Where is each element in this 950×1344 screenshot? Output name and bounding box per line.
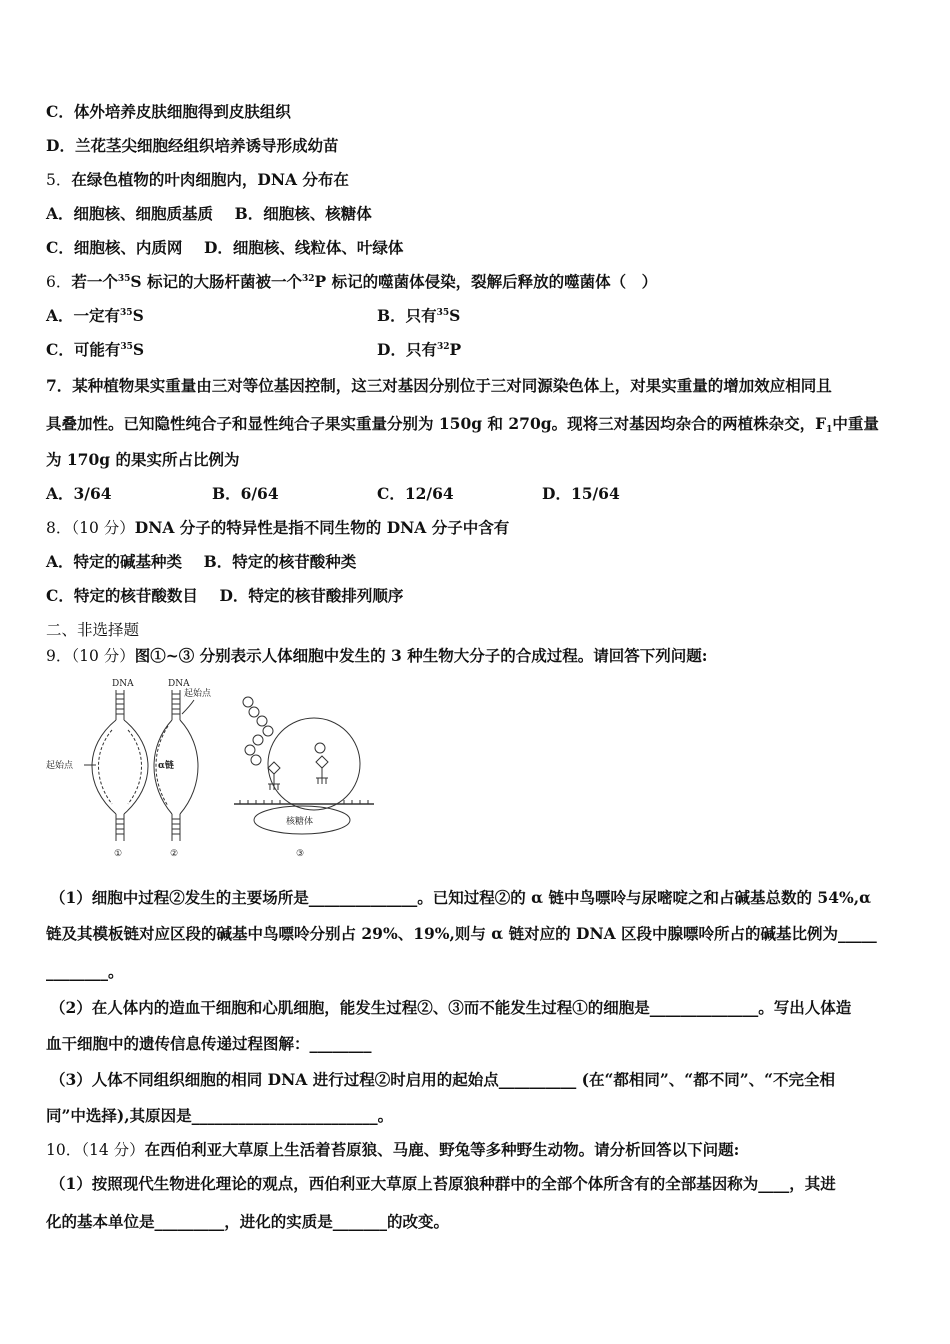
q10-part1-line2: 化的基本单位是_________，进化的实质是_______的改变。 [46, 1212, 450, 1231]
q5-option-c: C．细胞核、内质网 [46, 238, 183, 257]
q9-part3-line2: 同”中选择),其原因是________________________。 [46, 1106, 394, 1125]
q10-stem-text: 在西伯利亚大草原上生活着苔原狼、马鹿、野兔等多种野生动物。请分析回答以下问题: [144, 1140, 740, 1159]
q6-stem [46, 272, 657, 292]
q8-stem-text: DNA 分子的特异性是指不同生物的 DNA 分子中含有 [134, 518, 510, 537]
q5-option-d: D．细胞核、线粒体、叶绿体 [203, 238, 404, 257]
fig-dna-label-2: DNA [168, 679, 190, 689]
fig-bubble-left-1 [92, 720, 116, 814]
q8-options-ab [46, 552, 356, 572]
q8-options-cd [46, 586, 403, 606]
q6-a-post: S [132, 306, 144, 325]
q7-line2-a: 具叠加性。已知隐性纯合子和显性纯合子果实重量分别为 150g 和 270g。现将三对基因均杂合的两植株杂交，F [46, 414, 827, 433]
q6-option-d [377, 340, 461, 360]
q6-sup-2: 32 [302, 274, 315, 284]
q10-number: 10．（14 分） [46, 1141, 145, 1159]
q6-c-pre: C．可能有 [46, 340, 121, 359]
q7-stem-line1: 7．某种植物果实重量由三对等位基因控制，这三对基因分别位于三对同源染色体上，对果实重量的增加效应相同且 [46, 376, 832, 395]
q7-line2-b: 中重量 [832, 414, 879, 433]
q9-part2-line2: 血干细胞中的遗传信息传递过程图解：________ [46, 1034, 372, 1053]
q4-option-c: C．体外培养皮肤细胞得到皮肤组织 [46, 102, 291, 121]
q9-part2-line1: （2）在人体内的造血干细胞和心肌细胞，能发生过程②、③而不能发生过程①的细胞是______________。写出人体造 [50, 998, 852, 1017]
q6-b-sup: 35 [436, 308, 450, 318]
q5-options-cd [46, 238, 403, 258]
q7-option-d: D．15/64 [542, 484, 620, 503]
fig-num-1: ① [114, 849, 123, 859]
q6-d-sup: 32 [436, 342, 450, 352]
fig-num-2: ② [170, 849, 179, 859]
fig-dna-ladder-top-1 [116, 690, 124, 720]
q8-stem [46, 518, 509, 538]
q10-stem [46, 1140, 739, 1160]
q4-option-d: D．兰花茎尖细胞经组织培养诱导形成幼苗 [46, 136, 339, 155]
fig-dna-ladder-top-2 [172, 690, 180, 720]
q7-option-a: A．3/64 [46, 484, 112, 503]
fig-origin-label-2: 起始点 [184, 689, 212, 699]
fig-bubble-right-2 [180, 720, 198, 814]
q6-a-sup: 35 [120, 308, 133, 318]
q6-option-b [377, 306, 460, 326]
q6-d-pre: D．只有 [377, 340, 437, 359]
fig-bubble-right-1 [124, 720, 148, 814]
q6-c-post: S [132, 340, 145, 359]
q6-stem-c: P 标记的噬菌体侵染，裂解后释放的噬菌体（ ） [314, 272, 658, 291]
q6-c-sup: 35 [120, 342, 133, 352]
q6-b-pre: B．只有 [377, 306, 437, 325]
q7-stem-line3: 为 170g 的果实所占比例为 [46, 450, 240, 469]
q7-option-c: C．12/64 [377, 484, 454, 503]
q7-line2-sub: 1 [826, 425, 833, 435]
q6-a-pre: A．一定有 [46, 306, 121, 325]
fig-dna-ladder-bottom-1 [116, 814, 124, 841]
q9-stem [46, 646, 707, 666]
q5-option-b: B．细胞核、核糖体 [234, 204, 372, 223]
q6-stem-a: 若一个 [71, 272, 118, 291]
q10-part1-line1: （1）按照现代生物进化理论的观点，西伯利亚大草原上苔原狼种群中的全部个体所含有的全部基因称为____，其进 [50, 1174, 836, 1193]
q5-stem-text: 在绿色植物的叶肉细胞内，DNA 分布在 [71, 170, 349, 189]
fig-ribosome-label: 核糖体 [286, 817, 314, 827]
q5-number: 5． [46, 171, 72, 189]
q6-option-a [46, 306, 144, 326]
section-heading: 二、非选择题 [46, 621, 140, 639]
fig-dna-label-1: DNA [112, 679, 134, 689]
q7-option-b: B．6/64 [212, 484, 279, 503]
q7-stem-line2 [46, 414, 879, 434]
q9-part3-line1: （3）人体不同组织细胞的相同 DNA 进行过程②时启用的起始点__________ (在“都相同”、“都不同”、“不完全相 [50, 1070, 836, 1089]
fig-ribosome-large-subunit [268, 718, 360, 810]
q5-stem [46, 170, 349, 190]
q8-option-b: B．特定的核苷酸种类 [203, 552, 357, 571]
q9-part1-line1: （1）细胞中过程②发生的主要场所是______________。已知过程②的 α 链中鸟嘌呤与尿嘧啶之和占碱基总数的 54%,α [50, 888, 872, 907]
fig-new-strand-right [128, 730, 142, 804]
q5-options-ab [46, 204, 372, 224]
q9-number: 9．（10 分） [46, 647, 135, 665]
q6-sup-1: 35 [117, 274, 131, 284]
q9-part1-line3: ________。 [46, 962, 124, 981]
q6-number: 6． [46, 273, 72, 291]
fig-dna-ladder-bottom-2 [172, 814, 180, 841]
q6-stem-b: S 标记的大肠杆菌被一个 [130, 272, 303, 291]
fig-num-3: ③ [296, 849, 305, 859]
q9-stem-text: 图①~③ 分别表示人体细胞中发生的 3 种生物大分子的合成过程。请回答下列问题: [134, 646, 708, 665]
q8-option-a: A．特定的碱基种类 [46, 552, 183, 571]
q6-b-post: S [449, 306, 461, 325]
fig-alpha-chain-label: α链 [158, 761, 174, 771]
q6-option-c [46, 340, 144, 360]
fig-trna-2 [315, 743, 328, 784]
q8-number: 8．（10 分） [46, 519, 135, 537]
fig-origin-pointer-2 [182, 700, 194, 714]
q8-option-d: D．特定的核苷酸排列顺序 [219, 586, 404, 605]
fig-origin-label-1: 起始点 [46, 761, 74, 771]
fig-new-strand-left [99, 730, 113, 804]
q9-part1-line2: 链及其模板链对应区段的碱基中鸟嘌呤分别占 29%、19%,则与 α 链对应的 DNA 区段中腺嘌呤所占的碱基比例为_____ [46, 924, 877, 943]
q8-option-c: C．特定的核苷酸数目 [46, 586, 198, 605]
q6-d-post: P [449, 340, 462, 359]
q9-figure [44, 676, 374, 860]
q5-option-a: A．细胞核、细胞质基质 [46, 204, 214, 223]
